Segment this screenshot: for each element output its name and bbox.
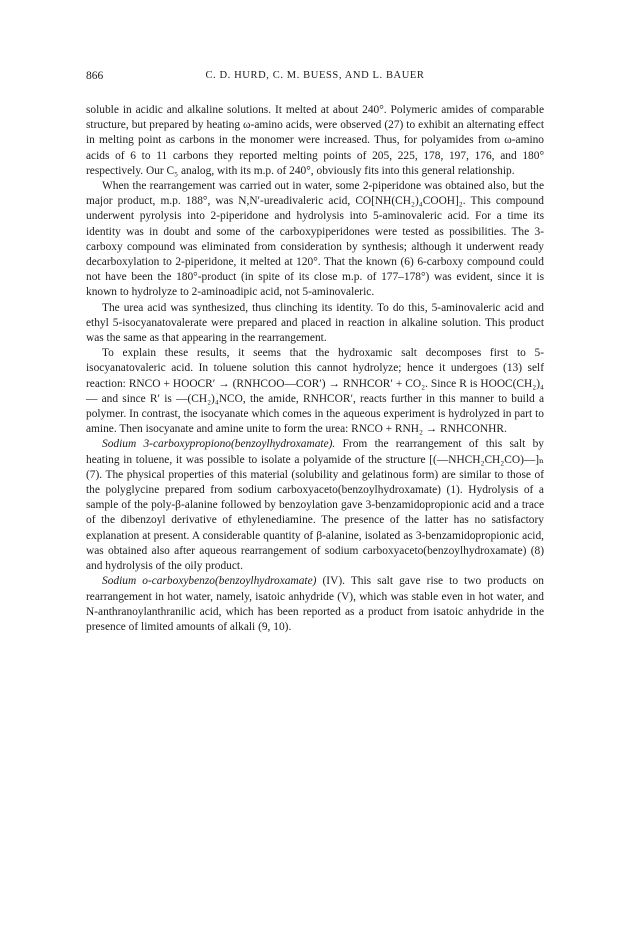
page-number: 866 xyxy=(86,70,104,82)
paragraph-urea-acid: The urea acid was synthesized, thus clinching its identity. To do this, 5-aminovaleric acid and ethyl 5-isocyanatovalerate were prepared and placed in reaction in alkaline solution. This product was the same as that appearing in the rearrangement. xyxy=(86,301,544,345)
paragraph-rearrangement-water: When the rearrangement was carried out in water, some 2-piperidone was obtained also, but the major product, m.p. 188°, was N,N′-ureadivaleric acid, CO[NH(CH₂)₄COOH]₂. This compound underwent pyrolysis into 2-piperidone and hydrolysis into 5-aminovaleric acid. For a time its identity was in doubt and some of the carboxypiperidones were tested as possibilities. The 3-carboxy compound was eliminated from consideration by synthesis; although it underwent ready decarboxylation to 2-piperidone, it melted at 120°. That the known (6) 6-carboxy compound could not have been the 180°-product (in spite of its close m.p. of 177–178°) was evident, since it is known to hydrolyze to 2-aminoadipic acid, not 5-aminovaleric. xyxy=(86,180,544,299)
paragraph-explanation: To explain these results, it seems that the hydroxamic salt decomposes first to 5-isocyanatovaleric acid. In toluene solution this cannot hydrolyze; hence it undergoes (13) self reaction: RNCO + HOOCR′ → (RNHCOO—COR′) → RNHCOR′ + CO₂. Since R is HOOC(CH₂)₄— and since R′ is —(CH₂)₄NCO, the amide, RNHCOR′, reacts further in this manner to build a polymer. In contrast, the isocyanate which comes in the aqueous experiment is hydrolyzed in part to amine. Then isocyanate and amine unite to form the urea: RNCO + RNH₂ → RNHCONHR. xyxy=(86,347,544,436)
paragraph-carboxypropiono: Sodium 3-carboxypropiono(benzoylhydroxamate). From the rearrangement of this salt by heating in toluene, it was possible to isolate a polyamide of the structure [(—NHCH₂CH₂CO)—]ₙ (7). The physical properties of this material (solubility and gelatinous form) are similar to those of the polyglycine prepared from sodium carboxyaceto(benzoylhydroxamate) (1). Hydrolysis of a sample of the poly-β-alanine followed by benzoylation gave 3-benzamidopropionic acid and a trace of the dibenzoyl derivative of ethylenediamine. The presence of the latter has no satisfactory explanation at present. A considerable quantity of β-alanine, isolated as 3-benzamidopropionic acid, was obtained also after aqueous rearrangement of sodium carboxyaceto(benzoylhydroxamate) (8) and hydrolysis of the oily product. xyxy=(86,438,544,573)
paragraph-carboxybenzo: Sodium o-carboxybenzo(benzoylhydroxamate) (IV). This salt gave rise to two products on rearrangement in hot water, namely, isatoic anhydride (V), which was stable even in hot water, and N-anthranoylanthranilic acid, which has been reported as a product from isatoic anhydride in the presence of limited amounts of alkali (9, 10). xyxy=(86,575,544,633)
paragraph-heading: Sodium o-carboxybenzo(benzoylhydroxamate) xyxy=(102,575,317,588)
paragraph-continuation: soluble in acidic and alkaline solutions. It melted at about 240°. Polymeric amides of comparable structure, but prepared by heating ω-amino acids, were observed (27) to exhibit an alternating effect in melting point as carbons in the monomer were increased. Thus, for polyamides from ω-amino acids of 6 to 11 carbons they reported melting points of 205, 225, 178, 197, 176, and 180° respectively. Our C₅ analog, with its m.p. of 240°, obviously fits into this general relationship. xyxy=(86,104,544,177)
body-text xyxy=(86,103,544,635)
running-head-authors: C. D. HURD, C. M. BUESS, AND L. BAUER xyxy=(205,70,425,81)
paragraph-heading: Sodium 3-carboxypropiono(benzoylhydroxamate). xyxy=(102,438,336,451)
page-header xyxy=(86,70,544,86)
